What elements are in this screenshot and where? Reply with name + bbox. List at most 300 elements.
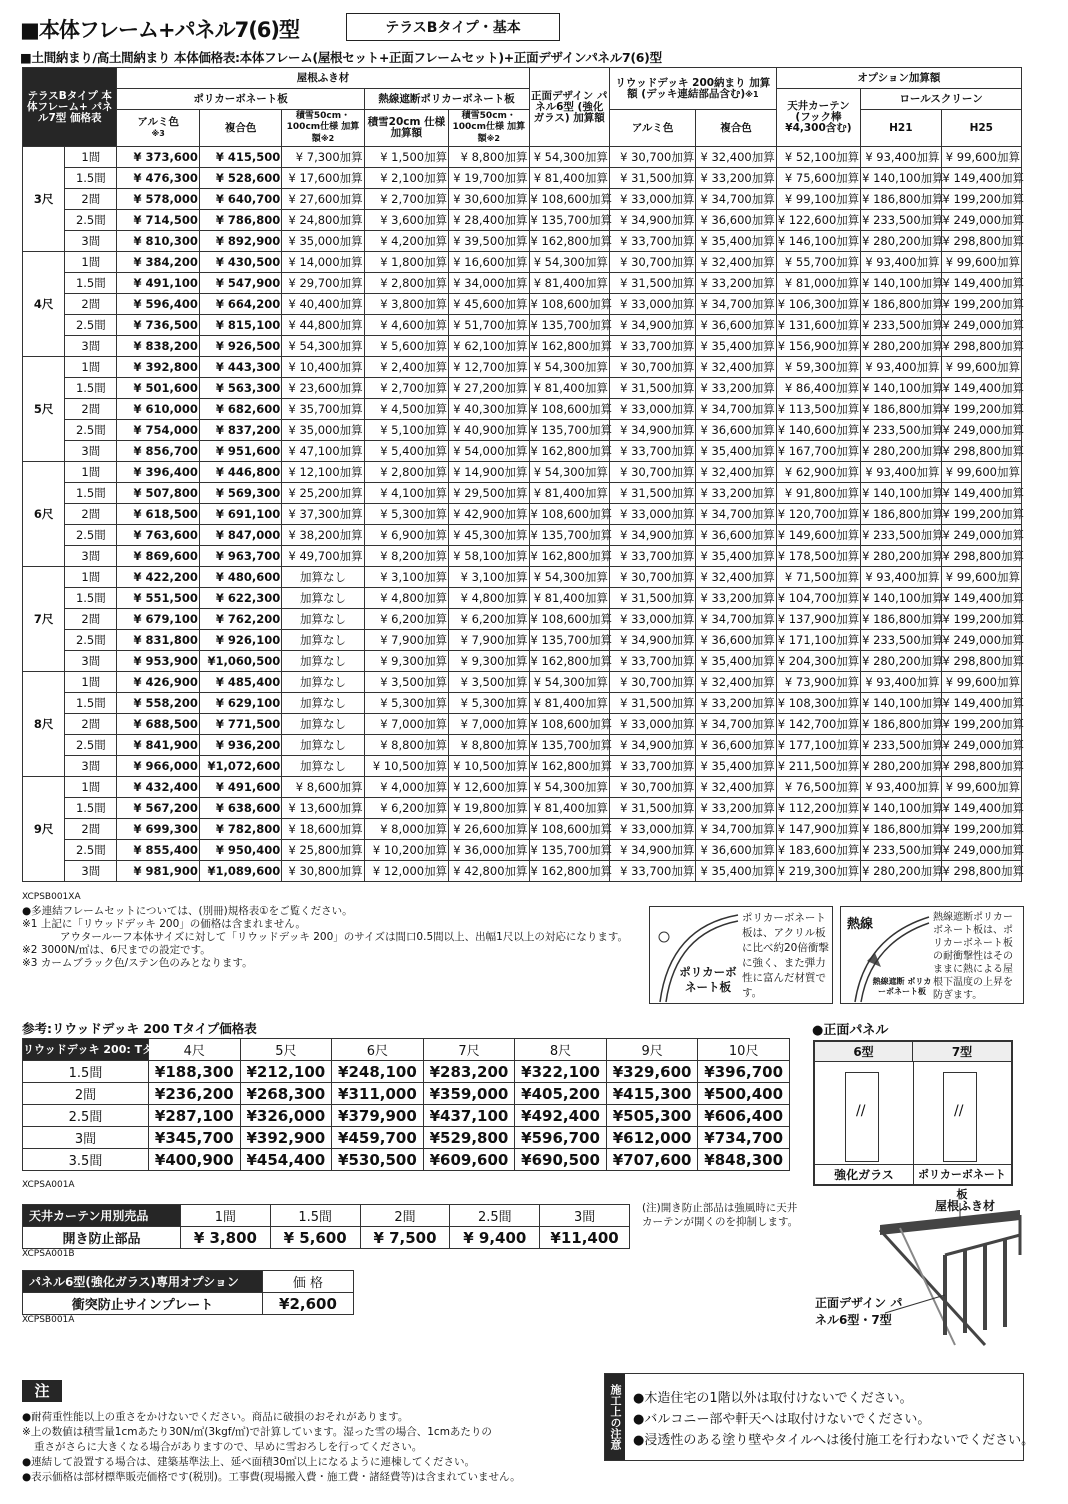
curtain-header: 2間 [360, 1205, 450, 1227]
price-cell: ¥ 34,900加算 [609, 210, 695, 231]
roof-header: 屋根ふき材 [117, 68, 529, 89]
price-cell: ¥ 99,600加算 [941, 672, 1021, 693]
table-row [23, 189, 1022, 210]
price-cell: ¥ 135,700加算 [529, 735, 609, 756]
price-cell: ¥ 25,800加算 [282, 840, 364, 861]
price-cell: ¥ 36,600加算 [696, 420, 776, 441]
price-cell: ¥ 34,000加算 [449, 273, 529, 294]
price-cell: ¥ 298,800加算 [941, 756, 1021, 777]
diagram-panel-label: 正面デザイン パネル6型・7型 [815, 1296, 903, 1327]
price-cell: ¥ 149,400加算 [941, 798, 1021, 819]
deck-row-label: 1.5間 [23, 1061, 149, 1083]
note-line: ※1 上記に「リウッドデッキ 200」の価格は含まれません。 [22, 918, 306, 930]
price-cell: ¥ 476,300 [117, 168, 199, 189]
table-row [23, 630, 1022, 651]
price-cell: ¥ 480,600 [199, 567, 281, 588]
price-cell: ¥ 30,700加算 [609, 672, 695, 693]
price-cell: ¥ 81,400加算 [529, 693, 609, 714]
label6: 強化ガラス [815, 1164, 913, 1184]
price-cell: ¥ 7,000加算 [449, 714, 529, 735]
price-cell: ¥ 7,000加算 [364, 714, 448, 735]
deck-price: ¥606,400 [698, 1105, 790, 1127]
span-label: 2.5間 [65, 840, 117, 861]
price-cell: ¥ 31,500加算 [609, 798, 695, 819]
table-row [23, 168, 1022, 189]
deck-row [23, 1149, 790, 1171]
price-cell: ¥ 233,500加算 [861, 315, 941, 336]
price-cell: ¥ 569,300 [199, 483, 281, 504]
price-cell: ¥ 33,700加算 [609, 756, 695, 777]
panel6-price-header: 価 格 [263, 1271, 354, 1293]
type7-label: 7型 [913, 1042, 1011, 1062]
price-cell: ¥ 120,700加算 [776, 504, 860, 525]
price-cell: ¥ 3,600加算 [364, 210, 448, 231]
caution-item: ※上の数値は積雪量1cmあたり30N/㎡(3kgf/㎡)で計算しています。湿った雪の場合、1cmあたりの [22, 1426, 492, 1438]
deck-row [23, 1061, 790, 1083]
price-cell: ¥ 12,700加算 [449, 357, 529, 378]
price-cell: ¥ 714,500 [117, 210, 199, 231]
price-cell: ¥ 640,700 [199, 189, 281, 210]
price-cell: ¥ 36,600加算 [696, 735, 776, 756]
price-cell: ¥ 93,400加算 [861, 777, 941, 798]
table-row [23, 756, 1022, 777]
price-cell: ¥ 856,700 [117, 441, 199, 462]
price-cell: 加算なし [282, 609, 364, 630]
price-cell: ¥ 35,400加算 [696, 231, 776, 252]
price-cell: ¥ 30,800加算 [282, 861, 364, 882]
price-cell: ¥ 199,200加算 [941, 819, 1021, 840]
price-cell: ¥ 3,100加算 [364, 567, 448, 588]
deck-header: 5尺 [240, 1039, 332, 1061]
price-cell: 加算なし [282, 714, 364, 735]
price-cell: ¥ 422,200 [117, 567, 199, 588]
price-cell: ¥ 280,200加算 [861, 861, 941, 882]
price-cell: ¥ 108,600加算 [529, 609, 609, 630]
price-cell: ¥ 42,800加算 [449, 861, 529, 882]
span-label: 2間 [65, 819, 117, 840]
price-cell: ¥ 10,500加算 [449, 756, 529, 777]
curtain-price: ¥11,400 [540, 1227, 630, 1249]
price-cell: ¥ 23,600加算 [282, 378, 364, 399]
table-row [23, 714, 1022, 735]
price-cell: ¥ 855,400 [117, 840, 199, 861]
price-cell: ¥ 5,400加算 [364, 441, 448, 462]
span-label: 1間 [65, 462, 117, 483]
price-cell: ¥ 2,400加算 [364, 357, 448, 378]
table-row [23, 441, 1022, 462]
price-cell: ¥ 7,900加算 [364, 630, 448, 651]
curtain-code: XCPSA001B [22, 1249, 75, 1259]
front-panel-figure [813, 1040, 1013, 1201]
price-cell: ¥ 30,700加算 [609, 462, 695, 483]
price-cell: ¥ 30,700加算 [609, 777, 695, 798]
price-cell: ¥ 233,500加算 [861, 840, 941, 861]
price-cell: ¥ 2,800加算 [364, 462, 448, 483]
price-cell: ¥ 298,800加算 [941, 231, 1021, 252]
poly-label: ポリカーボ ネート板 [679, 965, 737, 994]
price-cell: ¥ 682,600 [199, 399, 281, 420]
deck-price: ¥212,100 [240, 1061, 332, 1083]
deck-price: ¥268,300 [240, 1083, 332, 1105]
price-cell: ¥ 186,800加算 [861, 399, 941, 420]
price-cell: ¥ 34,700加算 [696, 294, 776, 315]
deck-price: ¥188,300 [149, 1061, 241, 1083]
price-cell: ¥ 108,600加算 [529, 714, 609, 735]
price-cell: ¥ 99,600加算 [941, 777, 1021, 798]
price-cell: ¥ 29,700加算 [282, 273, 364, 294]
poly-info-box [649, 906, 833, 1004]
price-cell: ¥ 19,800加算 [449, 798, 529, 819]
price-cell: ¥ 7,300加算 [282, 147, 364, 168]
price-cell: ¥ 33,700加算 [609, 336, 695, 357]
price-cell: ¥ 33,200加算 [696, 273, 776, 294]
price-cell: ¥ 93,400加算 [861, 567, 941, 588]
price-cell: ¥ 54,300加算 [529, 567, 609, 588]
table-row [23, 651, 1022, 672]
price-cell: ¥ 30,700加算 [609, 357, 695, 378]
price-cell: ¥ 33,700加算 [609, 441, 695, 462]
span-label: 1.5間 [65, 273, 117, 294]
price-cell: ¥ 54,300加算 [282, 336, 364, 357]
price-cell: ¥ 249,000加算 [941, 840, 1021, 861]
span-label: 3間 [65, 441, 117, 462]
span-label: 1間 [65, 147, 117, 168]
deck-price: ¥311,000 [332, 1083, 424, 1105]
price-cell: ¥ 59,300加算 [776, 357, 860, 378]
note-line: ※2 3000N/㎡は、6尺までの設定です。 [22, 944, 211, 956]
price-cell: ¥ 33,000加算 [609, 399, 695, 420]
price-cell: ¥ 140,100加算 [861, 798, 941, 819]
price-cell: ¥ 93,400加算 [861, 147, 941, 168]
heat-text: 熱線遮断ポリカーボネート板は、ポリカーボネート板の耐衝撃性はそのままに熱による屋根下温度の上昇を防ぎます。 [933, 912, 1013, 1001]
price-cell: ¥ 35,400加算 [696, 861, 776, 882]
price-cell: ¥ 186,800加算 [861, 609, 941, 630]
table-row [23, 147, 1022, 168]
construction-item: ●木造住宅の1階以外は取付けないでください。 [633, 1391, 913, 1406]
size-label: 5尺 [23, 357, 65, 462]
price-cell: ¥ 81,400加算 [529, 588, 609, 609]
price-cell: ¥ 186,800加算 [861, 504, 941, 525]
span-label: 1.5間 [65, 588, 117, 609]
price-cell: ¥ 936,200 [199, 735, 281, 756]
deck-price: ¥500,400 [698, 1083, 790, 1105]
deck-row-label: 3間 [23, 1127, 149, 1149]
span-label: 2.5間 [65, 630, 117, 651]
span-label: 2間 [65, 294, 117, 315]
price-cell: ¥ 35,400加算 [696, 651, 776, 672]
price-cell: ¥ 29,500加算 [449, 483, 529, 504]
price-cell: ¥ 186,800加算 [861, 294, 941, 315]
price-cell: ¥ 12,100加算 [282, 462, 364, 483]
price-cell: ¥ 55,700加算 [776, 252, 860, 273]
caution-item: ●連結して設置する場合は、建築基準法上、延べ面積30㎡以上になるように連棟してください。 [22, 1456, 476, 1468]
table-row [23, 399, 1022, 420]
price-cell: ¥ 204,300加算 [776, 651, 860, 672]
price-cell: ¥ 869,600 [117, 546, 199, 567]
price-cell: ¥ 446,800 [199, 462, 281, 483]
price-cell: ¥ 186,800加算 [861, 819, 941, 840]
price-cell: ¥ 4,800加算 [364, 588, 448, 609]
price-cell: ¥ 99,600加算 [941, 357, 1021, 378]
span-label: 3間 [65, 231, 117, 252]
price-cell: ¥ 30,700加算 [609, 147, 695, 168]
table-row [23, 777, 1022, 798]
price-cell: ¥ 54,300加算 [529, 147, 609, 168]
curtain-price: ¥ 7,500 [360, 1227, 450, 1249]
price-cell: ¥ 1,500加算 [364, 147, 448, 168]
price-cell: ¥ 373,600 [117, 147, 199, 168]
poly-text: ポリカーボネート板は、アクリル板に比べ約20倍衝撃に強く、また弾力性に富んだ材質です。 [742, 912, 829, 999]
table-row [23, 210, 1022, 231]
span-label: 2間 [65, 714, 117, 735]
price-cell: ¥ 810,300 [117, 231, 199, 252]
price-cell: ¥ 211,500加算 [776, 756, 860, 777]
price-cell: ¥ 547,900 [199, 273, 281, 294]
price-cell: ¥ 847,000 [199, 525, 281, 546]
price-cell: ¥ 178,500加算 [776, 546, 860, 567]
size-label: 3尺 [23, 147, 65, 252]
table-row [23, 567, 1022, 588]
price-cell: ¥ 491,100 [117, 273, 199, 294]
price-cell: ¥ 162,800加算 [529, 441, 609, 462]
deck-price: ¥287,100 [149, 1105, 241, 1127]
table-row [23, 735, 1022, 756]
price-cell: ¥ 199,200加算 [941, 189, 1021, 210]
price-cell: ¥ 688,500 [117, 714, 199, 735]
price-cell: ¥ 233,500加算 [861, 735, 941, 756]
price-cell: ¥ 33,700加算 [609, 861, 695, 882]
deck-price: ¥454,400 [240, 1149, 332, 1171]
price-cell: ¥ 34,700加算 [696, 819, 776, 840]
price-cell: ¥ 199,200加算 [941, 714, 1021, 735]
span-label: 2間 [65, 189, 117, 210]
price-cell: ¥ 762,200 [199, 609, 281, 630]
price-cell: ¥ 26,600加算 [449, 819, 529, 840]
price-cell: ¥ 679,100 [117, 609, 199, 630]
price-cell: ¥ 93,400加算 [861, 357, 941, 378]
price-cell: ¥ 298,800加算 [941, 336, 1021, 357]
price-cell: ¥ 51,700加算 [449, 315, 529, 336]
price-cell: ¥ 34,900加算 [609, 525, 695, 546]
span-label: 3間 [65, 861, 117, 882]
curtain-header: 2.5間 [450, 1205, 540, 1227]
price-cell: ¥ 140,100加算 [861, 483, 941, 504]
price-cell: ¥ 140,100加算 [861, 378, 941, 399]
price-cell: ¥ 528,600 [199, 168, 281, 189]
price-cell: ¥ 33,200加算 [696, 483, 776, 504]
price-cell: ¥ 4,100加算 [364, 483, 448, 504]
price-cell: ¥ 6,200加算 [364, 798, 448, 819]
price-cell: ¥ 40,300加算 [449, 399, 529, 420]
price-cell: 加算なし [282, 672, 364, 693]
deck-price: ¥530,500 [332, 1149, 424, 1171]
table-row [23, 294, 1022, 315]
curtain-table [22, 1204, 630, 1249]
price-cell: ¥ 91,800加算 [776, 483, 860, 504]
price-cell: ¥ 99,600加算 [941, 252, 1021, 273]
price-cell: ¥ 162,800加算 [529, 546, 609, 567]
deck-price: ¥707,600 [606, 1149, 698, 1171]
price-cell: ¥ 578,000 [117, 189, 199, 210]
deck-price: ¥609,600 [423, 1149, 515, 1171]
deck-price: ¥283,200 [423, 1061, 515, 1083]
price-cell: ¥ 34,700加算 [696, 714, 776, 735]
price-cell: ¥ 35,000加算 [282, 231, 364, 252]
price-cell: ¥ 280,200加算 [861, 651, 941, 672]
deck-price: ¥322,100 [515, 1061, 607, 1083]
price-cell: ¥ 38,200加算 [282, 525, 364, 546]
price-cell: ¥ 4,500加算 [364, 399, 448, 420]
heat-info-box [840, 906, 1024, 1004]
price-cell: ¥ 34,900加算 [609, 420, 695, 441]
price-cell: ¥ 430,500 [199, 252, 281, 273]
price-cell: ¥ 629,100 [199, 693, 281, 714]
price-cell: ¥ 32,400加算 [696, 147, 776, 168]
price-cell: ¥ 33,000加算 [609, 819, 695, 840]
price-cell: ¥ 551,500 [117, 588, 199, 609]
heat-header: 熱線遮断ポリカーボネート板 [364, 89, 529, 110]
price-cell: ¥ 396,400 [117, 462, 199, 483]
price-cell: ¥ 99,600加算 [941, 567, 1021, 588]
price-cell: ¥ 33,000加算 [609, 294, 695, 315]
price-cell: ¥ 415,500 [199, 147, 281, 168]
price-cell: ¥ 33,000加算 [609, 609, 695, 630]
span-label: 2間 [65, 399, 117, 420]
price-cell: ¥ 33,700加算 [609, 231, 695, 252]
price-cell: ¥ 249,000加算 [941, 315, 1021, 336]
price-cell: ¥ 19,700加算 [449, 168, 529, 189]
construction-box [604, 1373, 1035, 1461]
curtain-header: 天井カーテン (フック棒 ¥4,300含む) [776, 89, 860, 147]
deck-header: 7尺 [423, 1039, 515, 1061]
price-cell: ¥ 86,400加算 [776, 378, 860, 399]
size-label: 4尺 [23, 252, 65, 357]
deck-row-label: 2.5間 [23, 1105, 149, 1127]
price-cell: ¥ 32,400加算 [696, 672, 776, 693]
price-cell: ¥ 99,600加算 [941, 147, 1021, 168]
price-cell: ¥ 58,100加算 [449, 546, 529, 567]
span-label: 2.5間 [65, 420, 117, 441]
table-row [23, 315, 1022, 336]
price-cell: ¥ 30,600加算 [449, 189, 529, 210]
price-cell: ¥ 162,800加算 [529, 231, 609, 252]
size-label: 7尺 [23, 567, 65, 672]
price-cell: ¥ 39,500加算 [449, 231, 529, 252]
span-label: 2間 [65, 609, 117, 630]
price-cell: ¥ 638,600 [199, 798, 281, 819]
price-cell: ¥ 298,800加算 [941, 546, 1021, 567]
deck-price: ¥529,800 [423, 1127, 515, 1149]
note-line: ●多連結フレームセットについては、(別冊)規格表①をご覧ください。 [22, 905, 353, 917]
price-cell: ¥ 815,100 [199, 315, 281, 336]
table-row [23, 336, 1022, 357]
price-cell: ¥ 6,900加算 [364, 525, 448, 546]
price-cell: ¥ 31,500加算 [609, 168, 695, 189]
corner-header: テラスBタイプ 本体フレーム+ パネル7型 価格表 [23, 68, 117, 147]
price-cell: ¥ 2,700加算 [364, 378, 448, 399]
price-cell: ¥ 5,300加算 [449, 693, 529, 714]
price-cell: ¥ 81,400加算 [529, 168, 609, 189]
price-cell: ¥ 280,200加算 [861, 756, 941, 777]
deck-header: 8尺 [515, 1039, 607, 1061]
price-cell: ¥ 280,200加算 [861, 231, 941, 252]
price-cell: 加算なし [282, 651, 364, 672]
price-cell: ¥ 183,600加算 [776, 840, 860, 861]
price-cell: ¥ 30,700加算 [609, 252, 695, 273]
price-cell: 加算なし [282, 567, 364, 588]
deck-price: ¥596,700 [515, 1127, 607, 1149]
price-cell: ¥ 249,000加算 [941, 630, 1021, 651]
price-cell: ¥ 33,200加算 [696, 168, 776, 189]
price-cell: ¥ 981,900 [117, 861, 199, 882]
heat-label: 熱線 [847, 917, 874, 932]
deck-price: ¥505,300 [606, 1105, 698, 1127]
price-cell: ¥ 75,600加算 [776, 168, 860, 189]
table-row [23, 252, 1022, 273]
glass-panel-icon: // [845, 1072, 879, 1162]
heat-sub-label: 熱線遮断 ポリカーボネート板 [872, 977, 932, 996]
price-cell: ¥ 32,400加算 [696, 462, 776, 483]
price-cell: ¥ 31,500加算 [609, 378, 695, 399]
caution-item: ●表示価格は部材標準販売価格です(税別)。工事費(現場搬入費・施工費・諸経費等)は含まれていません。 [22, 1471, 521, 1483]
snow20-header: 積雪20cm 仕様加算額 [364, 110, 448, 147]
table-row [23, 609, 1022, 630]
price-cell: ¥ 76,500加算 [776, 777, 860, 798]
price-cell: ¥ 610,000 [117, 399, 199, 420]
price-cell: ¥ 108,600加算 [529, 294, 609, 315]
price-cell: ¥ 36,000加算 [449, 840, 529, 861]
price-cell: ¥ 199,200加算 [941, 504, 1021, 525]
price-cell: ¥ 831,800 [117, 630, 199, 651]
main-table-body [23, 147, 1025, 882]
deck-price: ¥690,500 [515, 1149, 607, 1171]
price-cell: ¥ 199,200加算 [941, 399, 1021, 420]
price-cell: ¥ 137,900加算 [776, 609, 860, 630]
price-cell: ¥ 140,100加算 [861, 693, 941, 714]
price-cell: ¥ 108,600加算 [529, 399, 609, 420]
price-cell: ¥ 7,900加算 [449, 630, 529, 651]
price-cell: ¥ 10,200加算 [364, 840, 448, 861]
deck-price: ¥405,200 [515, 1083, 607, 1105]
table-row [23, 273, 1022, 294]
price-cell: ¥ 54,300加算 [529, 252, 609, 273]
curtain-title: 天井カーテン用別売品 [23, 1205, 181, 1227]
price-cell: ¥ 249,000加算 [941, 735, 1021, 756]
deck-price: ¥734,700 [698, 1127, 790, 1149]
span-label: 1.5間 [65, 168, 117, 189]
price-cell: ¥ 622,300 [199, 588, 281, 609]
price-cell: ¥ 54,300加算 [529, 462, 609, 483]
price-cell: ¥ 14,000加算 [282, 252, 364, 273]
price-cell: ¥ 45,300加算 [449, 525, 529, 546]
price-cell: ¥ 32,400加算 [696, 567, 776, 588]
price-cell: 加算なし [282, 693, 364, 714]
deck-table-title: 参考:リウッドデッキ 200 Tタイプ価格表 [22, 1021, 257, 1036]
composite-header: 複合色 [199, 110, 281, 147]
price-cell: ¥1,060,500 [199, 651, 281, 672]
curtain-row-label: 開き防止部品 [23, 1227, 181, 1249]
deck-price: ¥492,400 [515, 1105, 607, 1127]
price-cell: ¥ 135,700加算 [529, 315, 609, 336]
price-cell: ¥ 786,800 [199, 210, 281, 231]
price-cell: ¥ 108,600加算 [529, 819, 609, 840]
table-row [23, 525, 1022, 546]
table-row [23, 462, 1022, 483]
curtain-price: ¥ 5,600 [270, 1227, 360, 1249]
alu-header: アルミ色 ※3 [117, 110, 199, 147]
price-cell: ¥ 149,400加算 [941, 378, 1021, 399]
poly-header: ポリカーボネート板 [117, 89, 364, 110]
